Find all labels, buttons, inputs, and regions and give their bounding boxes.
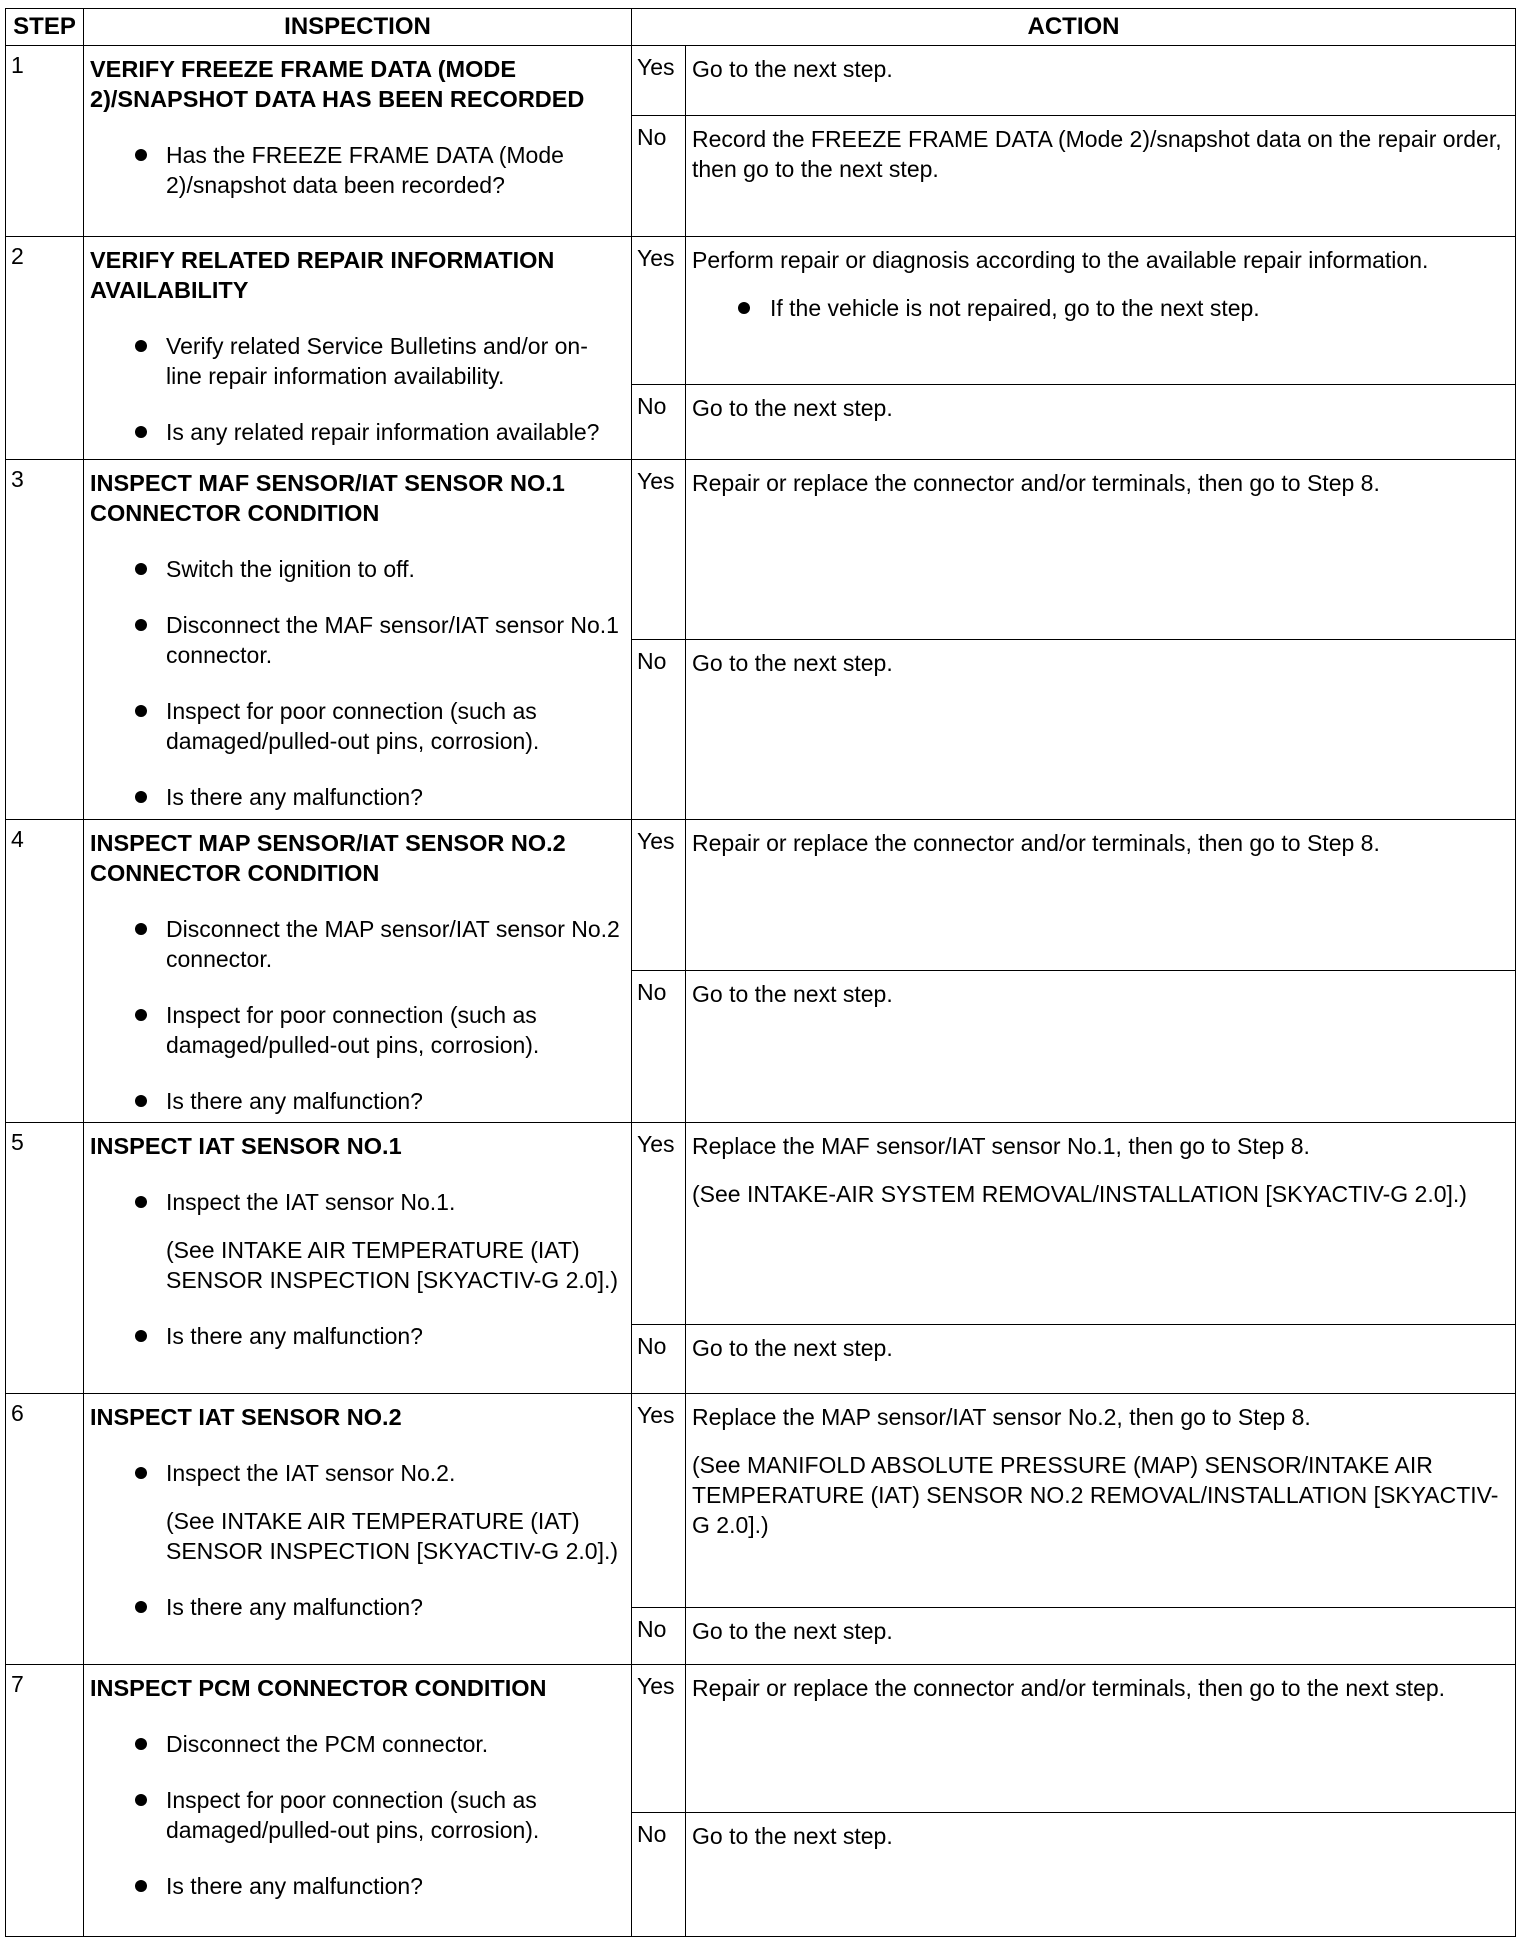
inspection-bullet-text: Inspect for poor connection (such as damaged/pulled-out pins, corrosion). xyxy=(166,1002,540,1058)
inspection-bullet-text: Inspect the IAT sensor No.2. xyxy=(166,1460,456,1486)
table-header-row xyxy=(6,9,1516,46)
inspection-bullet xyxy=(90,140,621,200)
inspection-bullet-text: Has the FREEZE FRAME DATA (Mode 2)/snapshot data been recorded? xyxy=(166,142,564,198)
yes-action-note: (See INTAKE-AIR SYSTEM REMOVAL/INSTALLATION [SKYACTIV-G 2.0].) xyxy=(692,1181,1467,1207)
yes-label: Yes xyxy=(632,1665,686,1813)
inspection-bullet xyxy=(90,782,621,812)
inspection-bullet-text: Is there any malfunction? xyxy=(166,1873,423,1899)
inspection-bullet xyxy=(90,1458,621,1488)
diagnostic-procedure-table xyxy=(5,8,1516,1937)
yes-action xyxy=(686,1394,1516,1608)
inspection-title: VERIFY FREEZE FRAME DATA (MODE 2)/SNAPSHOT DATA HAS BEEN RECORDED xyxy=(90,56,585,112)
yes-label: Yes xyxy=(632,460,686,640)
no-label: No xyxy=(632,116,686,237)
no-label: No xyxy=(632,385,686,460)
no-label: No xyxy=(632,971,686,1123)
inspection-bullet-text: Is any related repair information available? xyxy=(166,419,600,445)
no-action xyxy=(686,385,1516,460)
inspection-bullet xyxy=(90,1592,621,1622)
no-action xyxy=(686,116,1516,237)
inspection-bullet xyxy=(90,1000,621,1060)
inspection-bullet-text: Switch the ignition to off. xyxy=(166,556,415,582)
no-label: No xyxy=(632,1325,686,1394)
yes-action-text: Go to the next step. xyxy=(692,56,893,82)
no-action xyxy=(686,1813,1516,1937)
inspection-bullet-text: Is there any malfunction? xyxy=(166,1323,423,1349)
step-number: 7 xyxy=(6,1665,84,1937)
inspection-cell xyxy=(84,1665,632,1937)
step-number: 5 xyxy=(6,1123,84,1394)
bullet-dot-icon xyxy=(738,302,750,314)
bullet-dot-icon xyxy=(135,340,147,352)
yes-action xyxy=(686,460,1516,640)
inspection-title: INSPECT IAT SENSOR NO.1 xyxy=(90,1133,402,1159)
yes-action-bullet-text: If the vehicle is not repaired, go to the next step. xyxy=(770,295,1260,321)
yes-action xyxy=(686,1665,1516,1813)
inspection-title: INSPECT PCM CONNECTOR CONDITION xyxy=(90,1675,547,1701)
inspection-bullet-text: Inspect for poor connection (such as damaged/pulled-out pins, corrosion). xyxy=(166,1787,540,1843)
inspection-title: INSPECT MAP SENSOR/IAT SENSOR NO.2 CONNECTOR CONDITION xyxy=(90,830,566,886)
yes-action xyxy=(686,820,1516,971)
step-row xyxy=(6,1123,1516,1325)
no-label: No xyxy=(632,1813,686,1937)
action-column-header: ACTION xyxy=(632,9,1516,46)
inspection-bullet xyxy=(90,1321,621,1351)
inspection-note: (See INTAKE AIR TEMPERATURE (IAT) SENSOR INSPECTION [SKYACTIV-G 2.0].) xyxy=(166,1508,619,1564)
yes-label: Yes xyxy=(632,237,686,385)
bullet-dot-icon xyxy=(135,619,147,631)
inspection-bullet-text: Disconnect the MAP sensor/IAT sensor No.2 connector. xyxy=(166,916,620,972)
step-row xyxy=(6,46,1516,116)
bullet-dot-icon xyxy=(135,1601,147,1613)
yes-action xyxy=(686,237,1516,385)
yes-action-text: Repair or replace the connector and/or terminals, then go to Step 8. xyxy=(692,830,1380,856)
inspection-bullet xyxy=(90,1729,621,1759)
inspection-cell xyxy=(84,1123,632,1394)
step-number: 3 xyxy=(6,460,84,820)
no-action-text: Go to the next step. xyxy=(692,1618,893,1644)
inspection-bullet xyxy=(90,417,621,447)
no-action-text: Go to the next step. xyxy=(692,395,893,421)
bullet-dot-icon xyxy=(135,1196,147,1208)
yes-action-text: Replace the MAF sensor/IAT sensor No.1, then go to Step 8. xyxy=(692,1133,1310,1159)
bullet-dot-icon xyxy=(135,791,147,803)
inspection-bullet-text: Disconnect the PCM connector. xyxy=(166,1731,489,1757)
step-number: 1 xyxy=(6,46,84,237)
yes-label: Yes xyxy=(632,1394,686,1608)
step-number: 6 xyxy=(6,1394,84,1665)
inspection-bullet-text: Inspect for poor connection (such as damaged/pulled-out pins, corrosion). xyxy=(166,698,540,754)
no-label: No xyxy=(632,640,686,820)
inspection-bullet xyxy=(90,1187,621,1217)
no-action xyxy=(686,1325,1516,1394)
inspection-bullet-text: Is there any malfunction? xyxy=(166,1088,423,1114)
bullet-dot-icon xyxy=(135,923,147,935)
bullet-dot-icon xyxy=(135,1095,147,1107)
no-action-text: Record the FREEZE FRAME DATA (Mode 2)/snapshot data on the repair order, then go to the next step. xyxy=(692,126,1502,182)
no-action xyxy=(686,640,1516,820)
yes-action-text: Repair or replace the connector and/or terminals, then go to Step 8. xyxy=(692,470,1380,496)
inspection-bullet-text: Disconnect the MAF sensor/IAT sensor No.1 connector. xyxy=(166,612,619,668)
bullet-dot-icon xyxy=(135,426,147,438)
inspection-bullet-text: Is there any malfunction? xyxy=(166,1594,423,1620)
inspection-title: INSPECT IAT SENSOR NO.2 xyxy=(90,1404,402,1430)
inspection-bullet-text: Inspect the IAT sensor No.1. xyxy=(166,1189,456,1215)
inspection-column-header: INSPECTION xyxy=(84,9,632,46)
step-number: 4 xyxy=(6,820,84,1123)
step-row xyxy=(6,1394,1516,1608)
bullet-dot-icon xyxy=(135,1738,147,1750)
no-action-text: Go to the next step. xyxy=(692,981,893,1007)
inspection-bullet xyxy=(90,1086,621,1116)
no-action xyxy=(686,1608,1516,1665)
inspection-cell xyxy=(84,237,632,460)
step-row xyxy=(6,460,1516,640)
bullet-dot-icon xyxy=(135,1794,147,1806)
inspection-bullet xyxy=(90,331,621,391)
inspection-bullet xyxy=(90,1871,621,1901)
bullet-dot-icon xyxy=(135,1009,147,1021)
yes-label: Yes xyxy=(632,46,686,116)
inspection-title: INSPECT MAF SENSOR/IAT SENSOR NO.1 CONNECTOR CONDITION xyxy=(90,470,565,526)
bullet-dot-icon xyxy=(135,149,147,161)
inspection-bullet xyxy=(90,554,621,584)
no-action-text: Go to the next step. xyxy=(692,1335,893,1361)
yes-action xyxy=(686,1123,1516,1325)
bullet-dot-icon xyxy=(135,705,147,717)
step-column-header: STEP xyxy=(6,9,84,46)
step-row xyxy=(6,1665,1516,1813)
no-action-text: Go to the next step. xyxy=(692,1823,893,1849)
no-action-text: Go to the next step. xyxy=(692,650,893,676)
inspection-cell xyxy=(84,460,632,820)
yes-action-note: (See MANIFOLD ABSOLUTE PRESSURE (MAP) SENSOR/INTAKE AIR TEMPERATURE (IAT) SENSOR NO.2 REMOVAL/INSTALLATION [SKYACTIV-G 2.0].) xyxy=(692,1452,1499,1538)
inspection-title: VERIFY RELATED REPAIR INFORMATION AVAILABILITY xyxy=(90,247,555,303)
inspection-bullet xyxy=(90,610,621,670)
inspection-cell xyxy=(84,46,632,237)
inspection-bullet xyxy=(90,914,621,974)
yes-action xyxy=(686,46,1516,116)
inspection-bullet xyxy=(90,696,621,756)
inspection-cell xyxy=(84,820,632,1123)
step-number: 2 xyxy=(6,237,84,460)
bullet-dot-icon xyxy=(135,1467,147,1479)
table-body xyxy=(6,46,1516,1937)
inspection-bullet xyxy=(90,1785,621,1845)
yes-label: Yes xyxy=(632,820,686,971)
inspection-bullet-text: Is there any malfunction? xyxy=(166,784,423,810)
inspection-note: (See INTAKE AIR TEMPERATURE (IAT) SENSOR INSPECTION [SKYACTIV-G 2.0].) xyxy=(166,1237,619,1293)
inspection-bullet-text: Verify related Service Bulletins and/or on-line repair information availability. xyxy=(166,333,588,389)
no-action xyxy=(686,971,1516,1123)
bullet-dot-icon xyxy=(135,1330,147,1342)
yes-action-bullet xyxy=(692,293,1507,323)
step-row xyxy=(6,237,1516,385)
yes-label: Yes xyxy=(632,1123,686,1325)
yes-action-text: Replace the MAP sensor/IAT sensor No.2, then go to Step 8. xyxy=(692,1404,1311,1430)
inspection-cell xyxy=(84,1394,632,1665)
step-row xyxy=(6,820,1516,971)
no-label: No xyxy=(632,1608,686,1665)
bullet-dot-icon xyxy=(135,1880,147,1892)
yes-action-text: Perform repair or diagnosis according to the available repair information. xyxy=(692,247,1429,273)
bullet-dot-icon xyxy=(135,563,147,575)
yes-action-text: Repair or replace the connector and/or terminals, then go to the next step. xyxy=(692,1675,1446,1701)
